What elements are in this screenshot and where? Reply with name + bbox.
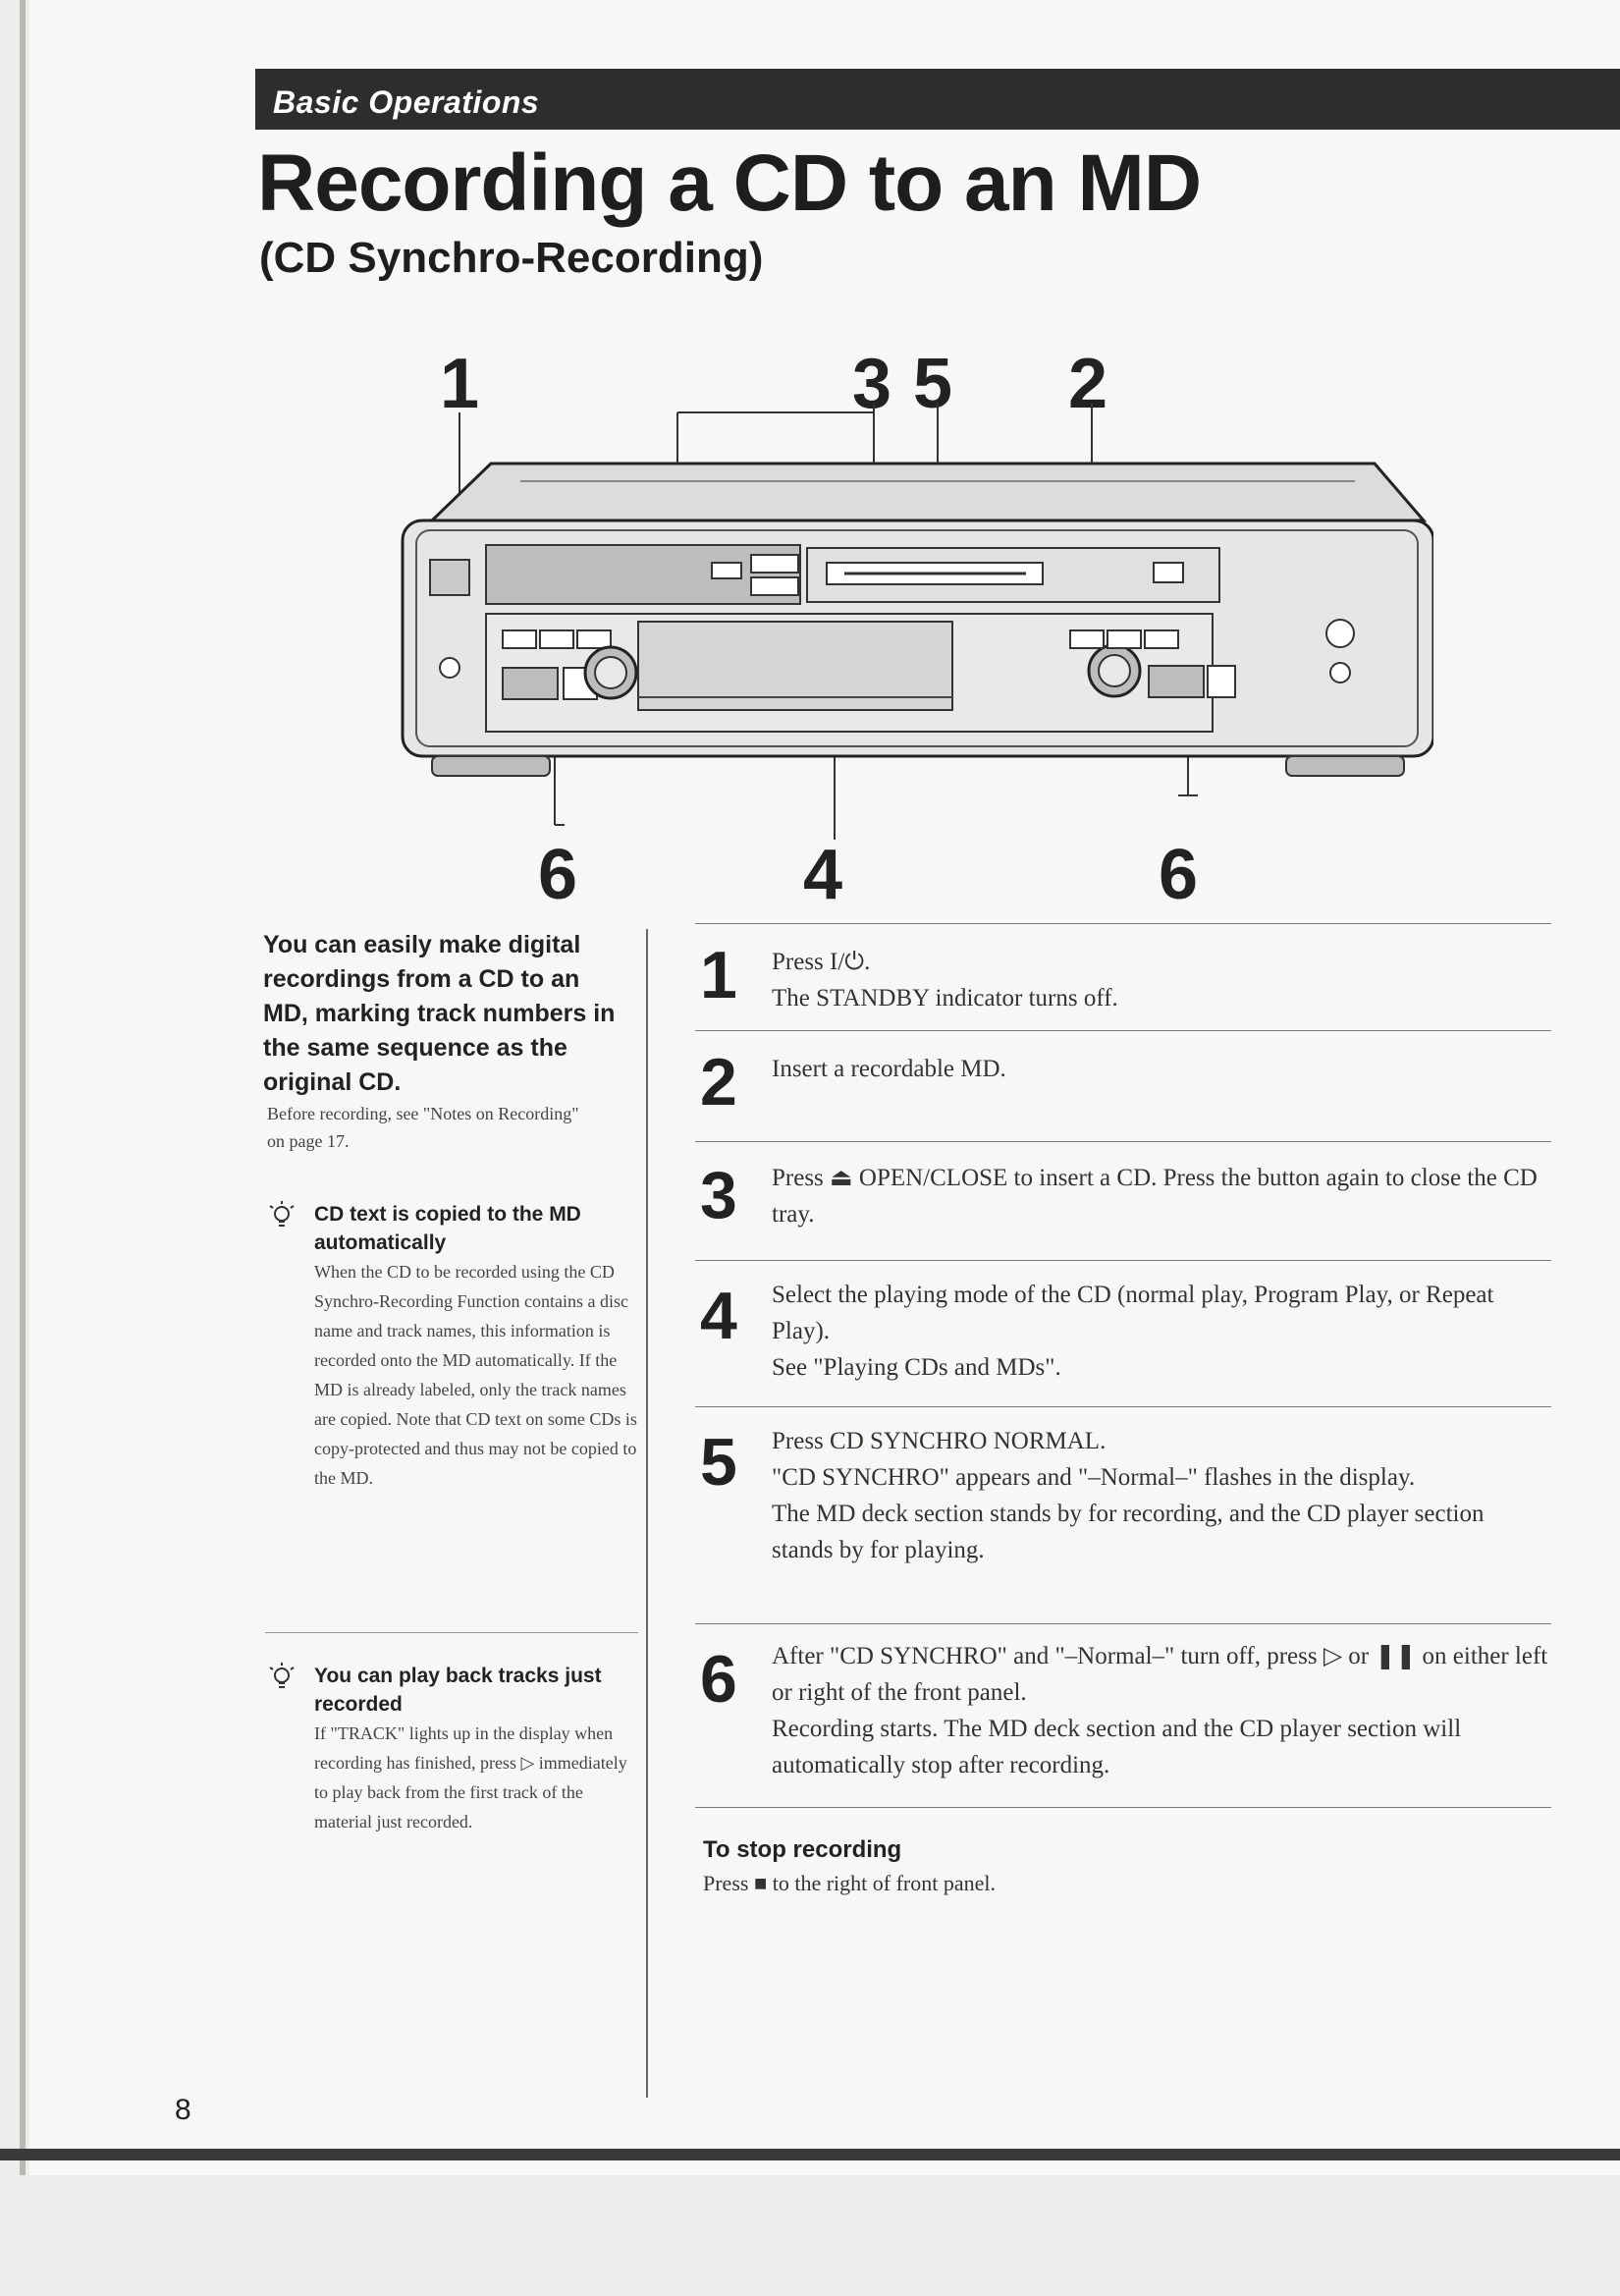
tip-body: If "TRACK" lights up in the display when recording has finished, press ▷ immediately to play back from the first track of the material just recorded. <box>314 1723 627 1831</box>
callout-2: 2 <box>1068 345 1108 423</box>
stop-recording-title: To stop recording <box>703 1836 902 1863</box>
callout-5: 5 <box>913 345 953 423</box>
lightbulb-icon <box>267 1200 297 1233</box>
cd-md-deck-illustration <box>373 373 1433 903</box>
step-line: After "CD SYNCHRO" and "–Normal–" turn off, press ▷ or ❚❚ on either left or right of the front panel. <box>772 1643 1548 1706</box>
page-number: 8 <box>175 2094 191 2126</box>
step-line: Select the playing mode of the CD (normal play, Program Play, or Repeat Play). <box>772 1282 1494 1344</box>
step-number: 4 <box>700 1279 737 1353</box>
column-divider <box>646 929 648 2098</box>
intro-lead: You can easily make digital recordings from a CD to an MD, marking track numbers in the same sequence as the original CD. <box>263 931 616 1096</box>
step-3 <box>695 1141 1551 1260</box>
section-label: Basic Operations <box>273 84 540 120</box>
tip-title: CD text is copied to the MD automatically <box>314 1203 581 1254</box>
tip-cd-text <box>267 1200 640 1493</box>
step-2 <box>695 1030 1551 1141</box>
step-number: 3 <box>700 1158 737 1232</box>
step-number: 2 <box>700 1045 737 1120</box>
step-5 <box>695 1406 1551 1623</box>
tip-play-back <box>267 1662 640 1836</box>
tip-body: When the CD to be recorded using the CD Synchro-Recording Function contains a disc name and track names, this information is recorded onto the MD automatically. If the MD is already labeled, only the track names are copied. Note that CD text on some CDs is copy-protected and thus may not be copied to the MD. <box>314 1262 637 1488</box>
step-4 <box>695 1260 1551 1406</box>
step-line: Press ⏏ OPEN/CLOSE to insert a CD. Press the button again to close the CD tray. <box>772 1165 1538 1228</box>
callout-1: 1 <box>440 345 480 423</box>
lightbulb-icon <box>267 1662 297 1695</box>
step-line: The MD deck section stands by for recording, and the CD player section stands by for playing. <box>772 1501 1485 1563</box>
bottom-edge <box>0 2149 1620 2160</box>
step-line: Press I/⏻. <box>772 949 871 975</box>
step-line: "CD SYNCHRO" appears and "–Normal–" flashes in the display. <box>772 1464 1416 1491</box>
step-6 <box>695 1623 1551 1808</box>
tip-title: You can play back tracks just recorded <box>314 1665 602 1716</box>
step-line: Recording starts. The MD deck section and the CD player section will automatically stop after recording. <box>772 1716 1462 1778</box>
page-edge <box>20 0 26 2175</box>
callout-6-left: 6 <box>538 836 578 914</box>
divider <box>265 1632 638 1633</box>
steps-list <box>695 923 1551 1808</box>
intro-note: Before recording, see "Notes on Recording" on page 17. <box>267 1104 579 1151</box>
step-number: 6 <box>700 1642 737 1717</box>
page-subtitle: (CD Synchro-Recording) <box>259 234 764 282</box>
page-title: Recording a CD to an MD <box>257 138 1202 228</box>
step-number: 1 <box>700 938 737 1012</box>
step-line: The STANDBY indicator turns off. <box>772 985 1118 1011</box>
stop-recording-body: Press ■ to the right of front panel. <box>703 1871 997 1895</box>
callout-4: 4 <box>803 836 843 914</box>
callout-3: 3 <box>852 345 892 423</box>
step-line: Insert a recordable MD. <box>772 1056 1006 1082</box>
step-number: 5 <box>700 1425 737 1500</box>
step-line: See "Playing CDs and MDs". <box>772 1354 1061 1381</box>
step-1 <box>695 923 1551 1030</box>
step-line: Press CD SYNCHRO NORMAL. <box>772 1428 1107 1454</box>
callout-6-right: 6 <box>1159 836 1199 914</box>
